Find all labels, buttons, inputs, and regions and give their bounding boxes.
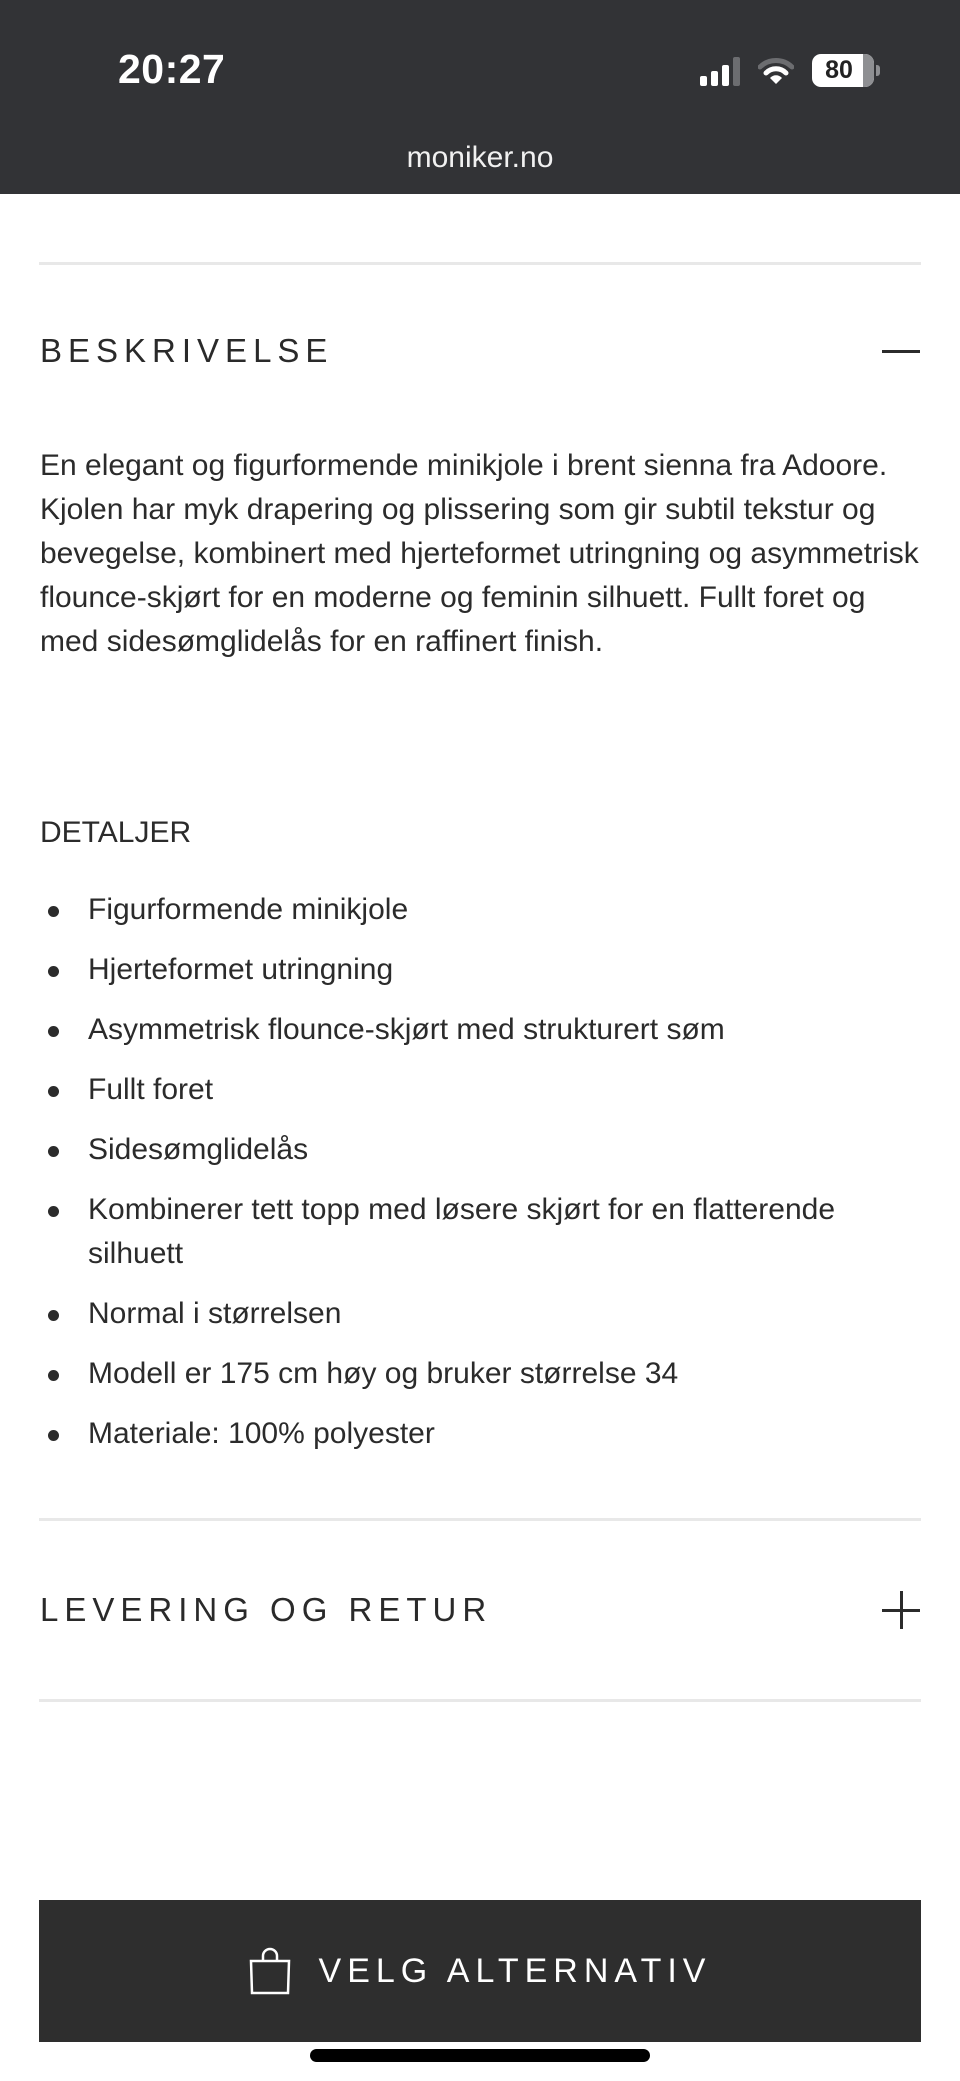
section-divider — [39, 1699, 921, 1702]
browser-top-bar — [0, 0, 960, 194]
list-item: Hjerteformet utringning — [40, 948, 900, 992]
list-item: Normal i størrelsen — [40, 1292, 900, 1336]
status-time: 20:27 — [118, 46, 226, 92]
list-item: Fullt foret — [40, 1068, 900, 1112]
shopping-bag-icon — [249, 1947, 291, 1995]
plus-icon[interactable] — [882, 1591, 920, 1629]
list-item: Sidesømglidelås — [40, 1128, 900, 1172]
cellular-signal-icon — [700, 56, 740, 86]
status-icons — [700, 54, 880, 87]
home-indicator[interactable] — [310, 2049, 650, 2062]
section-divider — [39, 1518, 921, 1521]
list-item: Modell er 175 cm høy og bruker størrelse 34 — [40, 1352, 900, 1396]
accordion-delivery-header[interactable] — [40, 1591, 920, 1629]
url-bar[interactable]: moniker.no — [406, 141, 554, 174]
list-item: Kombinerer tett topp med løsere skjørt for en flatterende silhuett — [40, 1188, 900, 1276]
battery-percent: 80 — [825, 56, 853, 84]
details-list — [40, 888, 900, 1472]
section-divider — [39, 262, 921, 265]
select-option-label: VELG ALTERNATIV — [318, 1951, 712, 1990]
minus-icon[interactable] — [882, 350, 920, 353]
list-item: Asymmetrisk flounce-skjørt med strukturert søm — [40, 1008, 900, 1052]
accordion-description-header[interactable] — [40, 332, 920, 370]
list-item: Figurformende minikjole — [40, 888, 900, 932]
select-option-button[interactable] — [39, 1900, 921, 2042]
battery-icon — [812, 54, 874, 87]
accordion-title: LEVERING OG RETUR — [40, 1591, 493, 1628]
accordion-title: BESKRIVELSE — [40, 332, 334, 369]
list-item: Materiale: 100% polyester — [40, 1412, 900, 1456]
product-description: En elegant og figurformende minikjole i brent sienna fra Adoore. Kjolen har myk drapering og plissering som gir subtil tekstur og bevegelse, kombinert med hjerteformet utringning og asymmetrisk flounce-skjørt for en moderne og feminin silhuett. Fullt foret og med sidesømglidelås for en raffinert finish. — [40, 449, 919, 658]
details-heading: DETALJER — [40, 816, 192, 849]
wifi-icon — [758, 57, 794, 85]
